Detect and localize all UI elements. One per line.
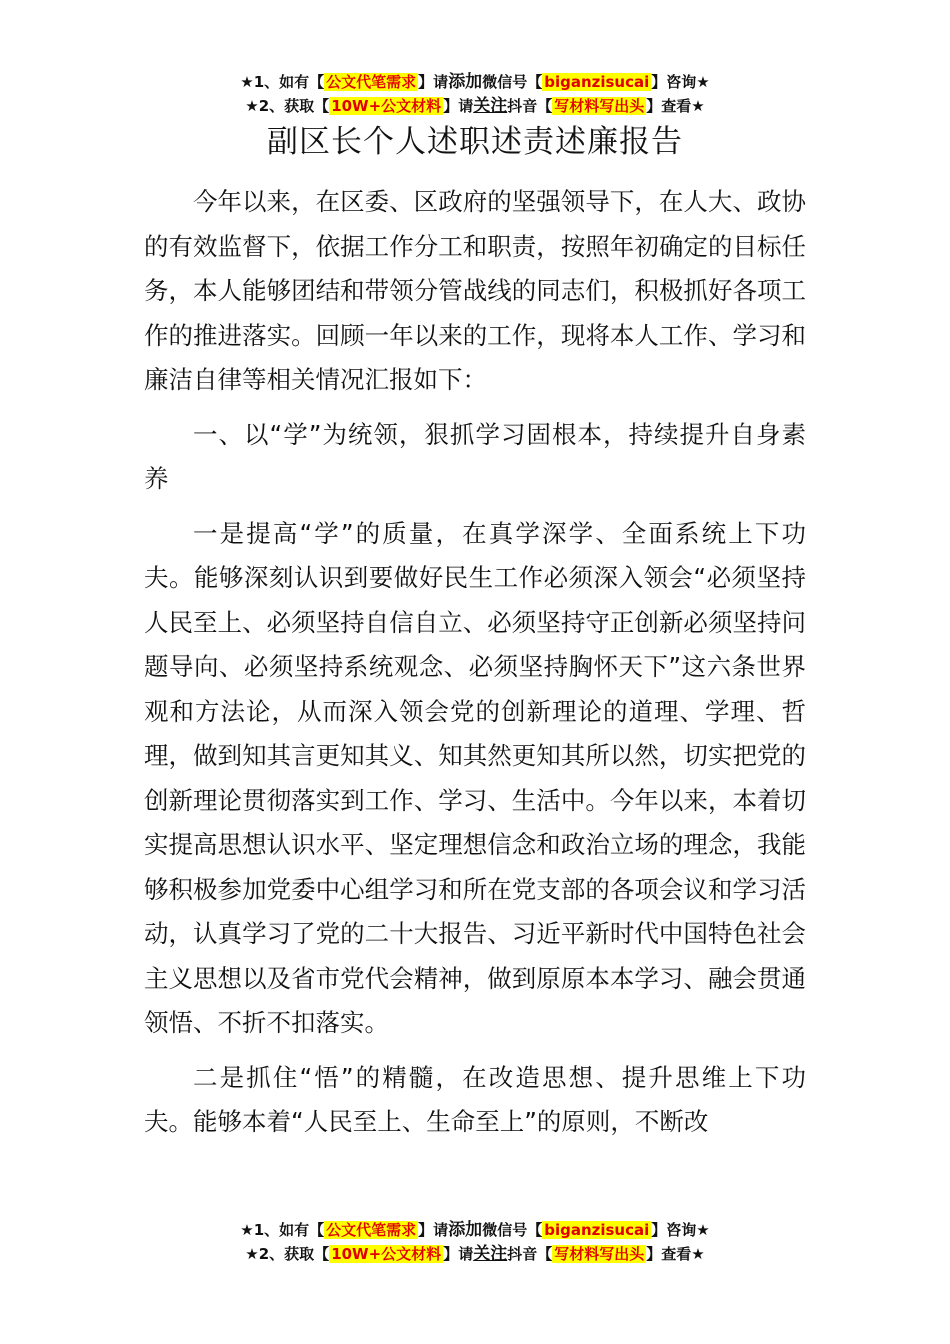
- banner-text: 】请: [418, 73, 449, 91]
- banner-text: 】请: [443, 1245, 474, 1263]
- bottom-banner: [0, 1218, 950, 1266]
- paragraph: 二是抓住“悟”的精髓，在改造思想、提升思维上下功夫。能够本着“人民至上、生命至上”的原则，不断改: [144, 1062, 806, 1136]
- banner-line-1: [0, 70, 950, 94]
- section-heading: 一、以“学”为统领，狠抓学习固根本，持续提升自身素养: [144, 419, 806, 493]
- document-title: 副区长个人述职述责述廉报告: [267, 124, 683, 160]
- banner-text: 微信号【: [482, 73, 543, 91]
- banner-line-1: [0, 1218, 950, 1242]
- banner-text: 】咨询★: [651, 73, 710, 91]
- banner-highlight: biganzisucai: [544, 1221, 650, 1239]
- top-banner: [0, 70, 950, 118]
- banner-highlight: 10W+公文材料: [331, 97, 442, 115]
- banner-text: 】查看★: [646, 1245, 705, 1263]
- banner-emphasis: 添加: [448, 1220, 483, 1240]
- banner-highlight: 10W+公文材料: [331, 1245, 442, 1263]
- banner-emphasis: 添加: [448, 72, 483, 92]
- banner-highlight: 写材料写出头: [554, 1245, 645, 1263]
- banner-text: 抖音【: [507, 1245, 553, 1263]
- banner-text: ★1、如有【: [240, 73, 325, 91]
- banner-text: 】请: [418, 1221, 449, 1239]
- banner-text: 】请: [443, 97, 474, 115]
- banner-highlight: 公文代笔需求: [326, 73, 417, 91]
- banner-highlight: 公文代笔需求: [326, 1221, 417, 1239]
- banner-text: ★1、如有【: [240, 1221, 325, 1239]
- banner-highlight: biganzisucai: [544, 73, 650, 91]
- banner-text: ★2、获取【: [245, 1245, 330, 1263]
- banner-emphasis: 关注: [473, 1244, 508, 1264]
- document-body: [144, 180, 806, 1155]
- banner-text: ★2、获取【: [245, 97, 330, 115]
- banner-line-2: [0, 1242, 950, 1266]
- banner-text: 】咨询★: [651, 1221, 710, 1239]
- banner-highlight: 写材料写出头: [554, 97, 645, 115]
- paragraph: 一是提高“学”的质量，在真学深学、全面系统上下功夫。能够深刻认识到要做好民生工作必须深入领会“必须坚持人民至上、必须坚持自信自立、必须坚持守正创新必须坚持问题导向、必须坚持系统观念、必须坚持胸怀天下”这六条世界观和方法论，从而深入领会党的创新理论的道理、学理、哲理，做到知其言更知其义、知其然更知其所以然，切实把党的创新理论贯彻落实到工作、学习、生活中。今年以来，本着切实提高思想认识水平、坚定理想信念和政治立场的理念，我能够积极参加党委中心组学习和所在党支部的各项会议和学习活动，认真学习了党的二十大报告、习近平新时代中国特色社会主义思想以及省市党代会精神，做到原原本本学习、融会贯通领悟、不折不扣落实。: [144, 518, 806, 1037]
- banner-line-2: [0, 94, 950, 118]
- banner-text: 微信号【: [482, 1221, 543, 1239]
- banner-text: 】查看★: [646, 97, 705, 115]
- paragraph: 今年以来，在区委、区政府的坚强领导下，在人大、政协的有效监督下，依据工作分工和职责，按照年初确定的目标任务，本人能够团结和带领分管战线的同志们，积极抓好各项工作的推进落实。回顾一年以来的工作，现将本人工作、学习和廉洁自律等相关情况汇报如下：: [144, 187, 806, 394]
- banner-emphasis: 关注: [473, 96, 508, 116]
- banner-text: 抖音【: [507, 97, 553, 115]
